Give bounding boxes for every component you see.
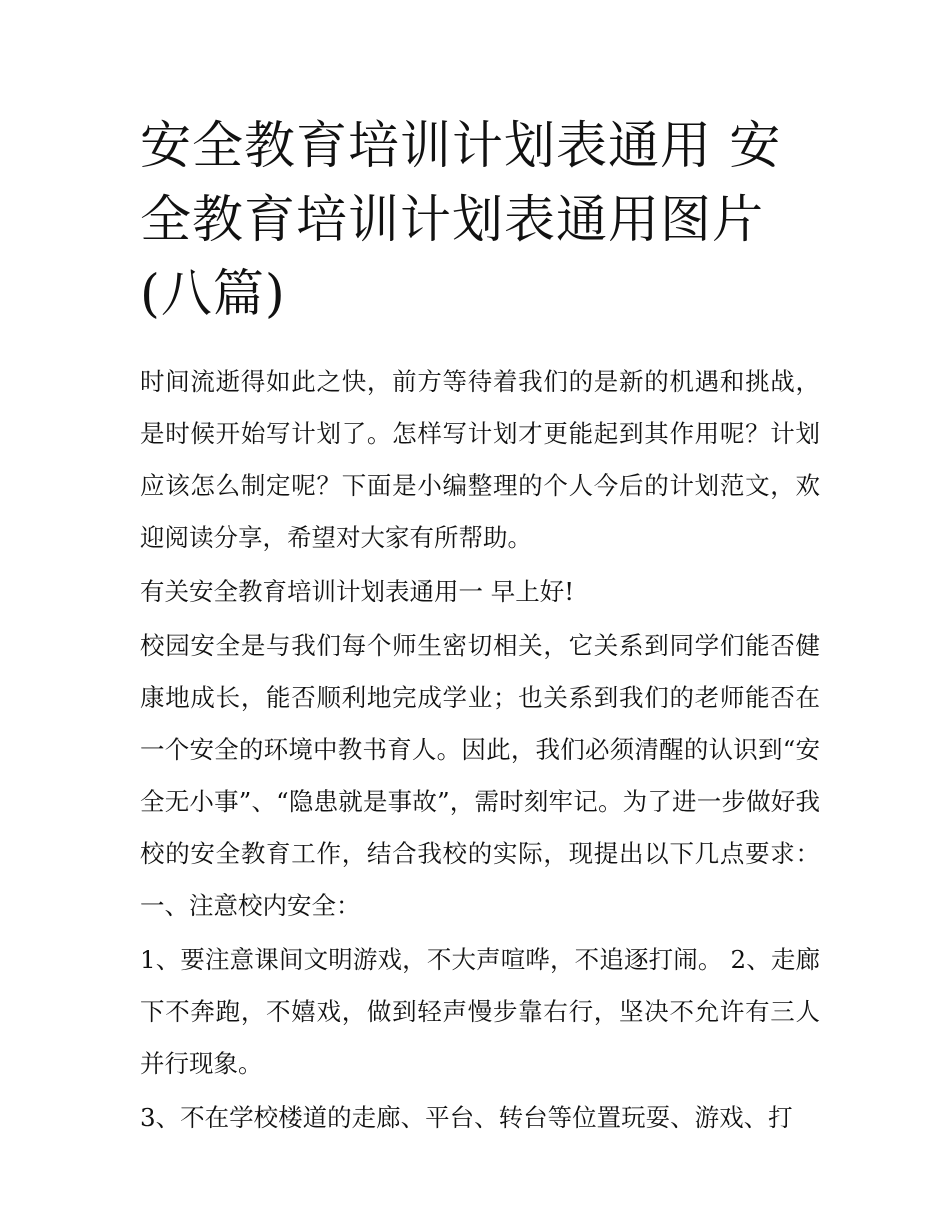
paragraph-rule-1-2: 1、要注意课间文明游戏，不大声喧哗，不追逐打闹。 2、走廊下不奔跑，不嬉戏，做到轻声慢步靠右行，坚决不允许有三人并行现象。 xyxy=(140,945,820,1078)
document-title: 安全教育培训计划表通用 安全教育培训计划表通用图片(八篇) xyxy=(140,117,782,324)
document-body xyxy=(140,356,820,1146)
paragraph-greeting: 有关安全教育培训计划表通用一 早上好! xyxy=(140,577,575,606)
paragraph-campus-safety: 校园安全是与我们每个师生密切相关，它关系到同学们能否健康地成长，能否顺利地完成学业；也关系到我们的老师能否在一个安全的环境中教书育人。因此，我们必须清醒的认识到“安全无小事”、“隐患就是事故”，需时刻牢记。为了进一步做好我校的安全教育工作，结合我校的实际，现提出以下几点要求： 一、注意校内安全： xyxy=(140,631,820,920)
paragraph-intro: 时间流逝得如此之快，前方等待着我们的是新的机遇和挑战，是时候开始写计划了。怎样写计划才更能起到其作用呢？计划应该怎么制定呢？下面是小编整理的个人今后的计划范文，欢迎阅读分享，希望对大家有所帮助。 xyxy=(140,367,820,552)
paragraph-rule-3: 3、不在学校楼道的走廊、平台、转台等位置玩耍、游戏、打 xyxy=(140,1103,793,1132)
